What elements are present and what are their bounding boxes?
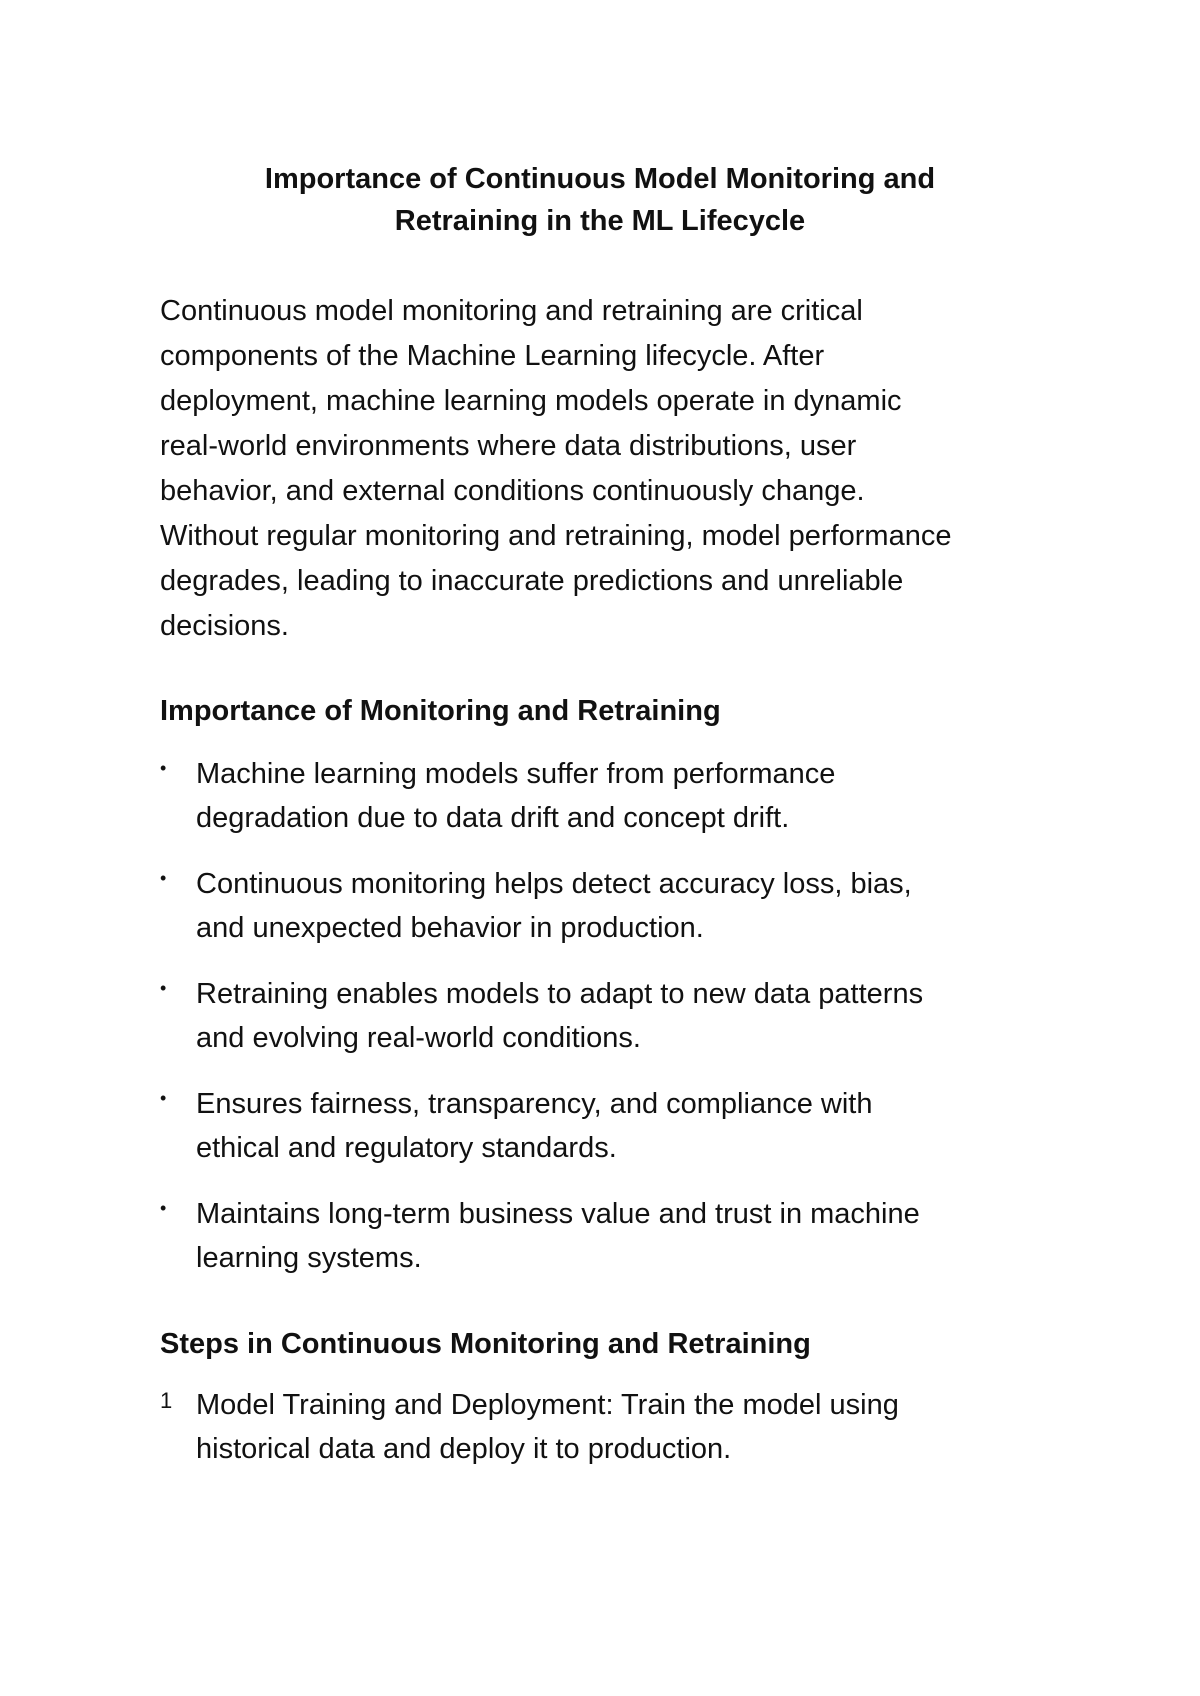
list-item-line: ethical and regulatory standards. <box>196 1132 617 1164</box>
step-line: Model Training and Deployment: Train the model using <box>196 1389 899 1421</box>
intro-line: real-world environments where data distributions, user <box>160 430 857 462</box>
title-line-1: Importance of Continuous Model Monitoring and <box>264 163 936 195</box>
list-item <box>160 862 1060 950</box>
intro-line: behavior, and external conditions continuously change. <box>160 475 865 507</box>
intro-line: deployment, machine learning models operate in dynamic <box>160 385 902 417</box>
list-item-line: and unexpected behavior in production. <box>196 912 704 944</box>
intro-line: degrades, leading to inaccurate predictions and unreliable <box>160 565 904 597</box>
list-item <box>160 1192 1060 1280</box>
steps-list <box>160 1383 1060 1493</box>
list-item-line: Maintains long-term business value and trust in machine <box>196 1198 920 1230</box>
document-title <box>160 158 1040 242</box>
section-heading-steps: Steps in Continuous Monitoring and Retraining <box>160 1328 811 1360</box>
intro-line: Without regular monitoring and retraining, model performance <box>160 520 952 552</box>
list-item-line: Machine learning models suffer from performance <box>196 758 836 790</box>
list-item-line: degradation due to data drift and concept drift. <box>196 802 790 834</box>
intro-line: Continuous model monitoring and retraining are critical <box>160 295 863 327</box>
bullet-marker: • <box>160 1088 167 1108</box>
title-line-2: Retraining in the ML Lifecycle <box>394 205 806 237</box>
list-item <box>160 752 1060 840</box>
list-item-line: and evolving real-world conditions. <box>196 1022 641 1054</box>
step-number: 1 <box>160 1388 173 1413</box>
step-line: historical data and deploy it to production. <box>196 1433 732 1465</box>
intro-line: components of the Machine Learning lifecycle. After <box>160 340 825 372</box>
step-item <box>160 1383 1060 1471</box>
list-item-line: Continuous monitoring helps detect accuracy loss, bias, <box>196 868 912 900</box>
list-item-line: Ensures fairness, transparency, and compliance with <box>196 1088 873 1120</box>
list-item-line: Retraining enables models to adapt to new data patterns <box>196 978 924 1010</box>
bullet-marker: • <box>160 758 167 778</box>
intro-paragraph <box>160 289 1060 649</box>
list-item <box>160 972 1060 1060</box>
bullet-marker: • <box>160 1198 167 1218</box>
list-item <box>160 1082 1060 1170</box>
section-heading-importance: Importance of Monitoring and Retraining <box>160 695 721 727</box>
list-item-line: learning systems. <box>196 1242 422 1274</box>
importance-bullet-list <box>160 752 1060 1302</box>
bullet-marker: • <box>160 978 167 998</box>
bullet-marker: • <box>160 868 167 888</box>
intro-line: decisions. <box>160 610 289 642</box>
